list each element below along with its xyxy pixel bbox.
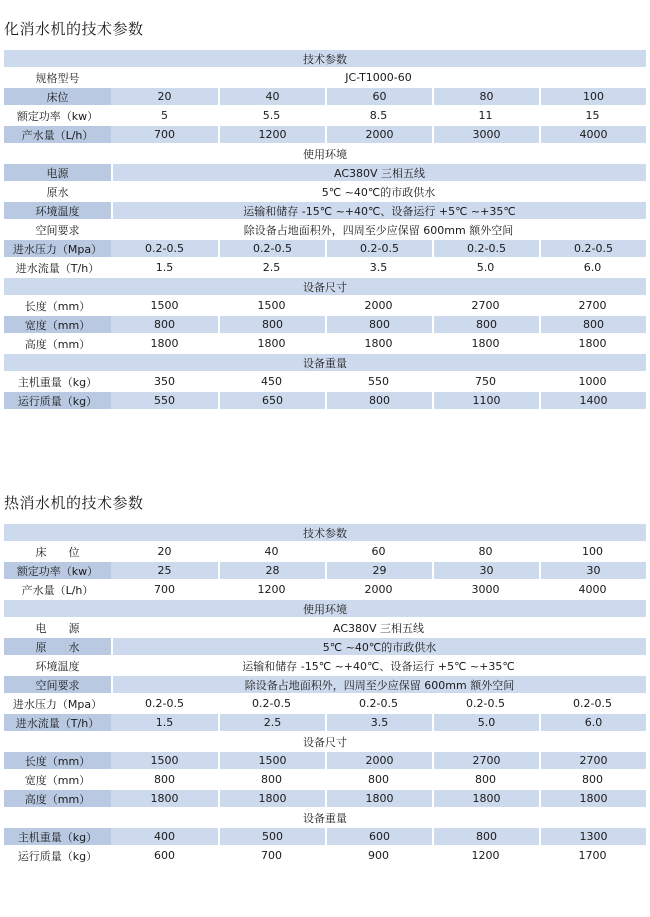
table-row	[4, 581, 646, 598]
table-row	[4, 183, 646, 200]
cell-value: 600	[325, 828, 432, 845]
cell-value: 100	[539, 88, 646, 105]
cell-value: 700	[111, 581, 218, 598]
cell-value: 28	[218, 562, 325, 579]
cell-value: 800	[325, 771, 432, 788]
group-header: 使用环境	[4, 600, 646, 617]
cell-value: 1500	[218, 297, 325, 314]
cell-value: 800	[432, 771, 539, 788]
group-header: 技术参数	[4, 50, 646, 67]
row-label: 运行质量（kg）	[4, 392, 111, 409]
row-label: 进水流量（T/h）	[4, 714, 111, 731]
cell-value: 400	[111, 828, 218, 845]
row-label: 空间要求	[4, 676, 111, 693]
cell-value: 5.0	[432, 714, 539, 731]
cell-value: 1800	[325, 335, 432, 352]
cell-value: 700	[218, 847, 325, 864]
group-header: 设备尺寸	[4, 733, 646, 750]
cell-value: 6.0	[539, 714, 646, 731]
cell-value: 1500	[218, 752, 325, 769]
row-label: 进水压力（Mpa）	[4, 695, 111, 712]
table-row	[4, 164, 646, 181]
cell-value: 8.5	[325, 107, 432, 124]
cell-value: 800	[539, 316, 646, 333]
row-label: 进水压力（Mpa）	[4, 240, 111, 257]
row-label: 高度（mm）	[4, 790, 111, 807]
cell-value: 650	[218, 392, 325, 409]
table-row	[4, 676, 646, 693]
row-label: 长度（mm）	[4, 297, 111, 314]
cell-value: 800	[218, 316, 325, 333]
cell-value: 15	[539, 107, 646, 124]
cell-value: 0.2-0.5	[325, 695, 432, 712]
cell-value: 2700	[432, 297, 539, 314]
cell-value: 2000	[325, 126, 432, 143]
cell-value: 0.2-0.5	[432, 240, 539, 257]
cell-value: 2000	[325, 581, 432, 598]
row-label: 长度（mm）	[4, 752, 111, 769]
group-header-row	[4, 524, 646, 541]
cell-value: 80	[432, 88, 539, 105]
cell-value: 30	[539, 562, 646, 579]
cell-value: 1200	[218, 581, 325, 598]
cell-value: AC380V 三相五线	[111, 619, 646, 636]
cell-value: 3000	[432, 126, 539, 143]
cell-value: 1800	[111, 335, 218, 352]
row-label: 原 水	[4, 638, 111, 655]
table-row	[4, 638, 646, 655]
table-row	[4, 790, 646, 807]
cell-value: 350	[111, 373, 218, 390]
row-label: 电源	[4, 164, 111, 181]
group-header-row	[4, 733, 646, 750]
cell-value: 20	[111, 543, 218, 560]
cell-value: 1200	[432, 847, 539, 864]
table-row	[4, 126, 646, 143]
cell-value: 1.5	[111, 259, 218, 276]
row-label: 原水	[4, 183, 111, 200]
table-row	[4, 335, 646, 352]
cell-value: 29	[325, 562, 432, 579]
table-row	[4, 69, 646, 86]
cell-value: 5℃ ~40℃的市政供水	[111, 638, 646, 655]
cell-value: 550	[111, 392, 218, 409]
cell-value: 1200	[218, 126, 325, 143]
table-row	[4, 107, 646, 124]
row-label: 额定功率（kw）	[4, 562, 111, 579]
cell-value: 运输和储存 -15℃ ~+40℃、设备运行 +5℃ ~+35℃	[111, 202, 646, 219]
cell-value: 1500	[111, 297, 218, 314]
table-row	[4, 752, 646, 769]
cell-value: 600	[111, 847, 218, 864]
table-row	[4, 657, 646, 674]
cell-value: 800	[111, 771, 218, 788]
row-label: 运行质量（kg）	[4, 847, 111, 864]
row-label: 电 源	[4, 619, 111, 636]
cell-value: 0.2-0.5	[218, 240, 325, 257]
group-header-row	[4, 278, 646, 295]
group-header-row	[4, 50, 646, 67]
cell-value: 0.2-0.5	[111, 695, 218, 712]
row-label: 额定功率（kw）	[4, 107, 111, 124]
row-label: 主机重量（kg）	[4, 373, 111, 390]
cell-value: 500	[218, 828, 325, 845]
cell-value: 900	[325, 847, 432, 864]
table-row	[4, 847, 646, 864]
group-header: 设备重量	[4, 809, 646, 826]
cell-value: 40	[218, 88, 325, 105]
cell-value: 1000	[539, 373, 646, 390]
table-row	[4, 619, 646, 636]
cell-value: 除设备占地面积外，四周至少应保留 600mm 额外空间	[111, 676, 646, 693]
table-row	[4, 828, 646, 845]
cell-value: 800	[539, 771, 646, 788]
cell-value: 4000	[539, 581, 646, 598]
cell-value: 3000	[432, 581, 539, 598]
cell-value: 60	[325, 543, 432, 560]
cell-value: 550	[325, 373, 432, 390]
cell-value: 5	[111, 107, 218, 124]
cell-value: 1800	[432, 790, 539, 807]
spec-table	[4, 522, 646, 866]
spec-table	[4, 48, 646, 411]
cell-value: 0.2-0.5	[218, 695, 325, 712]
cell-value: 1800	[539, 335, 646, 352]
group-header-row	[4, 354, 646, 371]
cell-value: 2000	[325, 752, 432, 769]
cell-value: 2700	[539, 297, 646, 314]
row-label: 环境温度	[4, 202, 111, 219]
cell-value: 1400	[539, 392, 646, 409]
table-row	[4, 695, 646, 712]
cell-value: 800	[325, 316, 432, 333]
group-header: 设备重量	[4, 354, 646, 371]
row-label: 空间要求	[4, 221, 111, 238]
cell-value: 20	[111, 88, 218, 105]
row-label: 产水量（L/h）	[4, 126, 111, 143]
cell-value: 运输和储存 -15℃ ~+40℃、设备运行 +5℃ ~+35℃	[111, 657, 646, 674]
cell-value: 0.2-0.5	[432, 695, 539, 712]
cell-value: 1800	[218, 790, 325, 807]
section-title: 化消水机的技术参数	[4, 20, 144, 38]
cell-value: 1800	[325, 790, 432, 807]
cell-value: 2.5	[218, 714, 325, 731]
cell-value: 2700	[539, 752, 646, 769]
cell-value: 5.0	[432, 259, 539, 276]
group-header: 使用环境	[4, 145, 646, 162]
cell-value: 800	[432, 828, 539, 845]
cell-value: 2700	[432, 752, 539, 769]
table-row	[4, 392, 646, 409]
cell-value: 0.2-0.5	[539, 240, 646, 257]
cell-value: 4000	[539, 126, 646, 143]
table-row	[4, 714, 646, 731]
row-label: 环境温度	[4, 657, 111, 674]
cell-value: 3.5	[325, 714, 432, 731]
cell-value: 1100	[432, 392, 539, 409]
cell-value: 450	[218, 373, 325, 390]
cell-value: 1.5	[111, 714, 218, 731]
row-label: 床 位	[4, 543, 111, 560]
cell-value: 2.5	[218, 259, 325, 276]
cell-value: 100	[539, 543, 646, 560]
row-label: 主机重量（kg）	[4, 828, 111, 845]
cell-value: 1300	[539, 828, 646, 845]
cell-value: 800	[325, 392, 432, 409]
group-header: 设备尺寸	[4, 278, 646, 295]
cell-value: 25	[111, 562, 218, 579]
cell-value: 60	[325, 88, 432, 105]
cell-value: 1800	[218, 335, 325, 352]
table-row	[4, 543, 646, 560]
group-header-row	[4, 600, 646, 617]
row-label: 产水量（L/h）	[4, 581, 111, 598]
row-label: 规格型号	[4, 69, 111, 86]
cell-value: JC-T1000-60	[111, 69, 646, 86]
cell-value: 2000	[325, 297, 432, 314]
table-row	[4, 316, 646, 333]
cell-value: 800	[111, 316, 218, 333]
cell-value: 1800	[432, 335, 539, 352]
table-row	[4, 771, 646, 788]
cell-value: 700	[111, 126, 218, 143]
table-row	[4, 240, 646, 257]
cell-value: 除设备占地面积外，四周至少应保留 600mm 额外空间	[111, 221, 646, 238]
cell-value: 800	[432, 316, 539, 333]
table-row	[4, 297, 646, 314]
cell-value: 0.2-0.5	[111, 240, 218, 257]
section-title: 热消水机的技术参数	[4, 494, 144, 512]
row-label: 床位	[4, 88, 111, 105]
row-label: 高度（mm）	[4, 335, 111, 352]
table-row	[4, 562, 646, 579]
cell-value: 800	[218, 771, 325, 788]
cell-value: 1700	[539, 847, 646, 864]
group-header: 技术参数	[4, 524, 646, 541]
table-row	[4, 202, 646, 219]
group-header-row	[4, 809, 646, 826]
group-header-row	[4, 145, 646, 162]
cell-value: 1800	[539, 790, 646, 807]
cell-value: 3.5	[325, 259, 432, 276]
cell-value: 1800	[111, 790, 218, 807]
table-row	[4, 221, 646, 238]
cell-value: 0.2-0.5	[539, 695, 646, 712]
cell-value: 40	[218, 543, 325, 560]
cell-value: 11	[432, 107, 539, 124]
table-row	[4, 88, 646, 105]
cell-value: AC380V 三相五线	[111, 164, 646, 181]
row-label: 宽度（mm）	[4, 771, 111, 788]
cell-value: 1500	[111, 752, 218, 769]
table-row	[4, 373, 646, 390]
cell-value: 6.0	[539, 259, 646, 276]
table-row	[4, 259, 646, 276]
row-label: 宽度（mm）	[4, 316, 111, 333]
cell-value: 5℃ ~40℃的市政供水	[111, 183, 646, 200]
row-label: 进水流量（T/h）	[4, 259, 111, 276]
cell-value: 80	[432, 543, 539, 560]
cell-value: 0.2-0.5	[325, 240, 432, 257]
cell-value: 750	[432, 373, 539, 390]
cell-value: 5.5	[218, 107, 325, 124]
cell-value: 30	[432, 562, 539, 579]
